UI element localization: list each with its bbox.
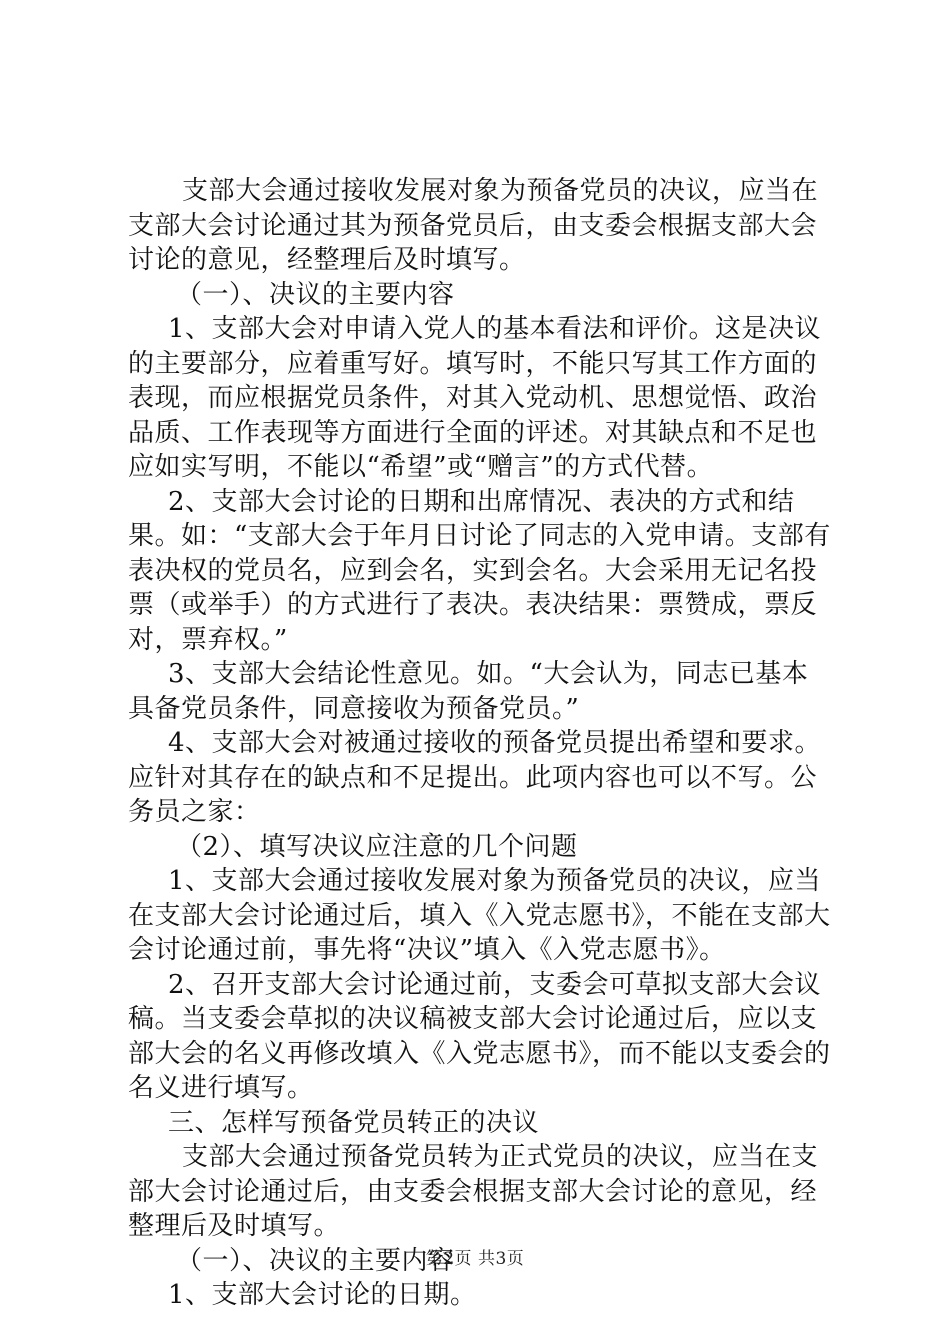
paragraph-conversion-intro: 支部大会通过预备党员转为正式党员的决议，应当在支部大会讨论通过后，由支委会根据支部大会讨论的意见，经整理后及时填写。 bbox=[128, 1142, 819, 1241]
paragraph-item-3: 3、支部大会结论性意见。如。“大会认为，同志已基本具备党员条件，同意接收为预备党员。” bbox=[128, 659, 809, 724]
paragraph-intro: 支部大会通过接收发展对象为预备党员的决议，应当在支部大会讨论通过其为预备党员后，由支委会根据支部大会讨论的意见，经整理后及时填写。 bbox=[128, 176, 819, 275]
document-body bbox=[128, 174, 834, 1313]
heading-section-three: 三、怎样写预备党员转正的决议 bbox=[168, 1107, 540, 1138]
page-footer bbox=[0, 1244, 950, 1269]
paragraph-note-1: 1、支部大会通过接收发展对象为预备党员的决议，应当在支部大会讨论通过后，填入《入党志愿书》，不能在支部大会讨论通过前，事先将“决议”填入《入党志愿书》。 bbox=[128, 866, 831, 965]
heading-main-content: （一）、决议的主要内容 bbox=[176, 279, 455, 310]
heading-main-content-2: （一）、决议的主要内容 bbox=[176, 1245, 455, 1276]
paragraph-note-2: 2、召开支部大会讨论通过前，支委会可草拟支部大会议稿。当支委会草拟的决议稿被支部大会讨论通过后，应以支部大会的名义再修改填入《入党志愿书》，而不能以支委会的名义进行填写。 bbox=[128, 969, 831, 1103]
paragraph-item-1: 1、支部大会对申请入党人的基本看法和评价。这是决议的主要部分，应着重写好。填写时，不能只写其工作方面的表现，而应根据党员条件，对其入党动机、思想觉悟、政治品质、工作表现等方面进行全面的评述。对其缺点和不足也应如实写明，不能以“希望”或“赠言”的方式代替。 bbox=[128, 314, 822, 482]
paragraph-item-2: 2、支部大会讨论的日期和出席情况、表决的方式和结果。如：“支部大会于年月日讨论了同志的入党申请。支部有表决权的党员名，应到会名，实到会名。大会采用无记名投票（或举手）的方式进行了表决。表决结果：票赞成，票反对，票弃权。” bbox=[128, 486, 831, 655]
page-number-label: 第2页 共3页 bbox=[425, 1249, 525, 1269]
paragraph-item-4: 4、支部大会对被通过接收的预备党员提出希望和要求。应针对其存在的缺点和不足提出。此项内容也可以不写。公务员之家： bbox=[128, 728, 822, 827]
heading-notes: （2）、填写决议应注意的几个问题 bbox=[176, 831, 578, 862]
paragraph-conversion-item-1: 1、支部大会讨论的日期。 bbox=[168, 1280, 477, 1310]
